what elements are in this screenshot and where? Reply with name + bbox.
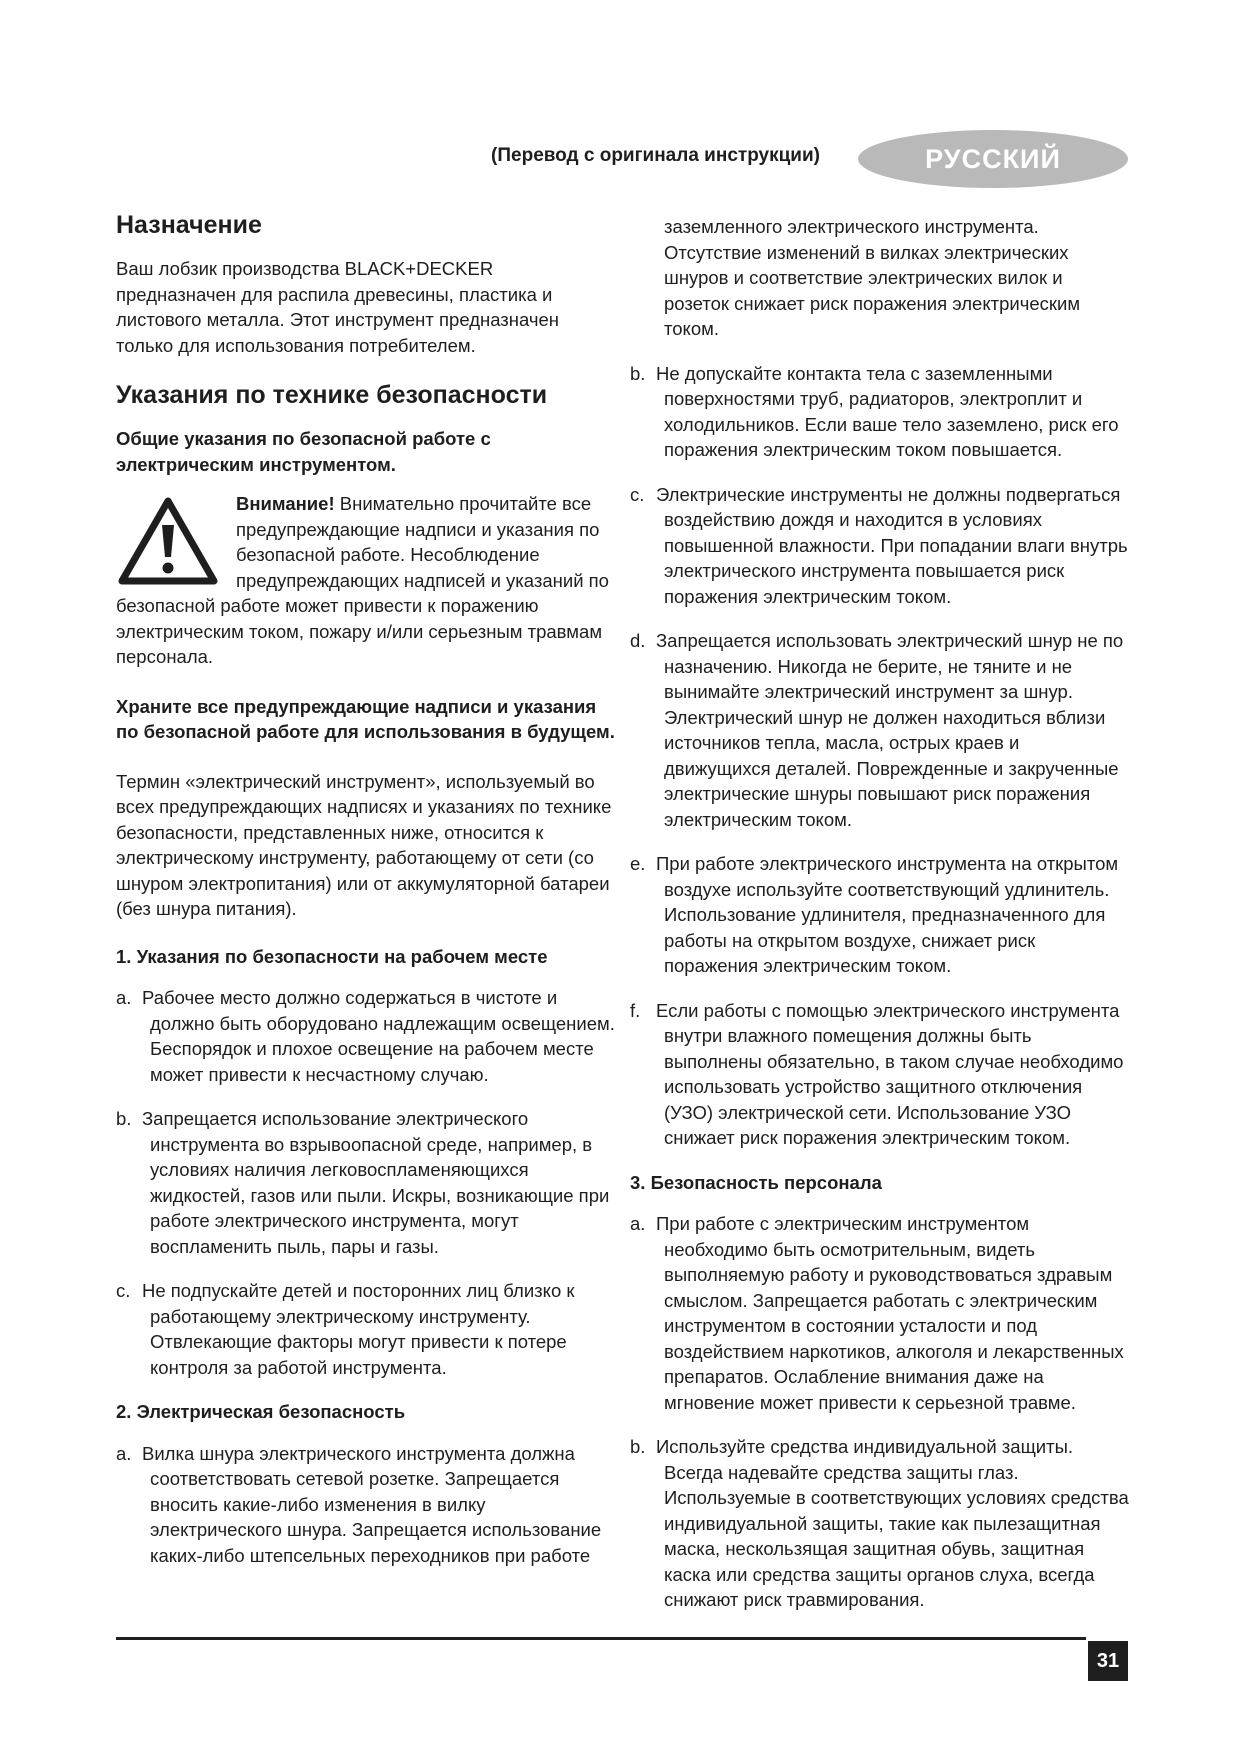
list-item: a. Вилка шнура электрического инструмента должна соответствовать сетевой розетке. Запрещается вносить какие-либо изменения в вилку электрического шнура. Запрещается использование каких-либо штепсельных переходников при работе <box>116 1442 602 1566</box>
list-item: e. При работе электрического инструмента на открытом воздухе используйте соответствующий удлинитель. Использование удлинителя, предназначенного для работы на открытом воздухе, снижает риск поражения электрическим током. <box>630 853 1119 976</box>
list-item: b. Используйте средства индивидуальной защиты. Всегда надевайте средства защиты глаз. Используемые в соответствующих условиях средства индивидуальной защиты, такие как пылезащитная маска, нескользящая защитная обувь, защитная каска или средства защиты органов слуха, всегда снижают риск травмирования. <box>630 1436 1129 1610</box>
warning-text: Внимательно прочитайте все предупреждающие надписи и указания по безопасной работе. Несоблюдение предупреждающих надписей и указаний по безопасной работе может привести к поражению электрическим током, пожару и/или серьезным травмам персонала. <box>116 493 609 667</box>
section-3-heading: 3. Безопасность персонала <box>630 1171 882 1193</box>
list-item: c. Электрические инструменты не должны подвергаться воздействию дождя и находится в условиях повышенной влажности. При попадании влаги внутрь электрического инструмента повышается риск поражения электрическим током. <box>630 483 1128 607</box>
translation-note: (Перевод с оригинала инструкции) <box>491 145 820 166</box>
purpose-text: Ваш лобзик производства BLACK+DECKER предназначен для распила древесины, пластика и листового металла. Этот инструмент предназначен только для использования потребителем. <box>116 258 560 356</box>
left-column <box>116 210 616 1587</box>
list-item: a. При работе с электрическим инструментом необходимо быть осмотрительным, видеть выполняемую работу и руководствоваться здравым смыслом. Запрещается работать с электрическим инструментом в состоянии усталости и под воздействием наркотиков, алкоголя и лекарственных препаратов. Ослабление внимания даже на мгновение может привести к серьезной травме. <box>630 1213 1124 1413</box>
language-badge: РУССКИЙ <box>858 130 1128 188</box>
right-column <box>630 214 1130 1632</box>
list-item: a. Рабочее место должно содержаться в чистоте и должно быть оборудовано надлежащим освещением. Беспорядок и плохое освещение на рабочем месте может привести к несчастному случаю. <box>116 987 615 1085</box>
general-safety-heading: Общие указания по безопасной работе с электрическим инструментом. <box>116 428 491 475</box>
list-item: c. Не подпускайте детей и посторонних лиц близко к работающему электрическому инструменту. Отвлекающие факторы могут привести к потере контроля за работой инструмента. <box>116 1280 575 1378</box>
section-2-continuation: заземленного электрического инструмента. Отсутствие изменений в вилках электрических шнуров и соответствие электрических вилок и розеток снижает риск поражения электрическим током. <box>664 216 1081 339</box>
page-number: 31 <box>1088 1641 1128 1681</box>
footer-divider <box>116 1637 1086 1640</box>
list-item: b. Запрещается использование электрического инструмента во взрывоопасной среде, например, в условиях наличия легковоспламеняющихся жидкостей, газов или пыли. Искры, возникающие при работе электрического инструмента, могут воспламенить пыль, пары и газы. <box>116 1108 610 1257</box>
warning-label: Внимание! <box>236 493 335 514</box>
section-1-heading: 1. Указания по безопасности на рабочем месте <box>116 945 548 967</box>
warning-triangle-icon <box>116 495 220 587</box>
section-2-heading: 2. Электрическая безопасность <box>116 1401 406 1422</box>
warning-block <box>116 491 616 670</box>
term-definition: Термин «электрический инструмент», используемый во всех предупреждающих надписях и указаниях по технике безопасности, представленных ниже, относится к электрическому инструменту, работающему от сети (со шнуром электропитания) или от аккумуляторной батареи (без шнура питания). <box>116 770 612 919</box>
purpose-heading: Назначение <box>116 211 262 239</box>
safety-heading: Указания по технике безопасности <box>116 381 548 409</box>
list-item: d. Запрещается использовать электрический шнур не по назначению. Никогда не берите, не тяните и не вынимайте электрический инструмент за шнур. Электрический шнур не должен находиться вблизи источников тепла, масла, острых краев и движущихся деталей. Поврежденные и закрученные электрические шнуры повышают риск поражения электрическим током. <box>630 630 1124 830</box>
list-item: f. Если работы с помощью электрического инструмента внутри влажного помещения должны быть выполнены обязательно, в таком случае необходимо использовать устройство защитного отключения (УЗО) электрической сети. Использование УЗО снижает риск поражения электрическим током. <box>630 999 1124 1148</box>
list-item: b. Не допускайте контакта тела с заземленными поверхностями труб, радиаторов, электроплит и холодильников. Если ваше тело заземлено, риск его поражения электрическим током повышается. <box>630 362 1119 460</box>
keep-instructions-heading: Храните все предупреждающие надписи и указания по безопасной работе для использования в будущем. <box>116 695 615 742</box>
